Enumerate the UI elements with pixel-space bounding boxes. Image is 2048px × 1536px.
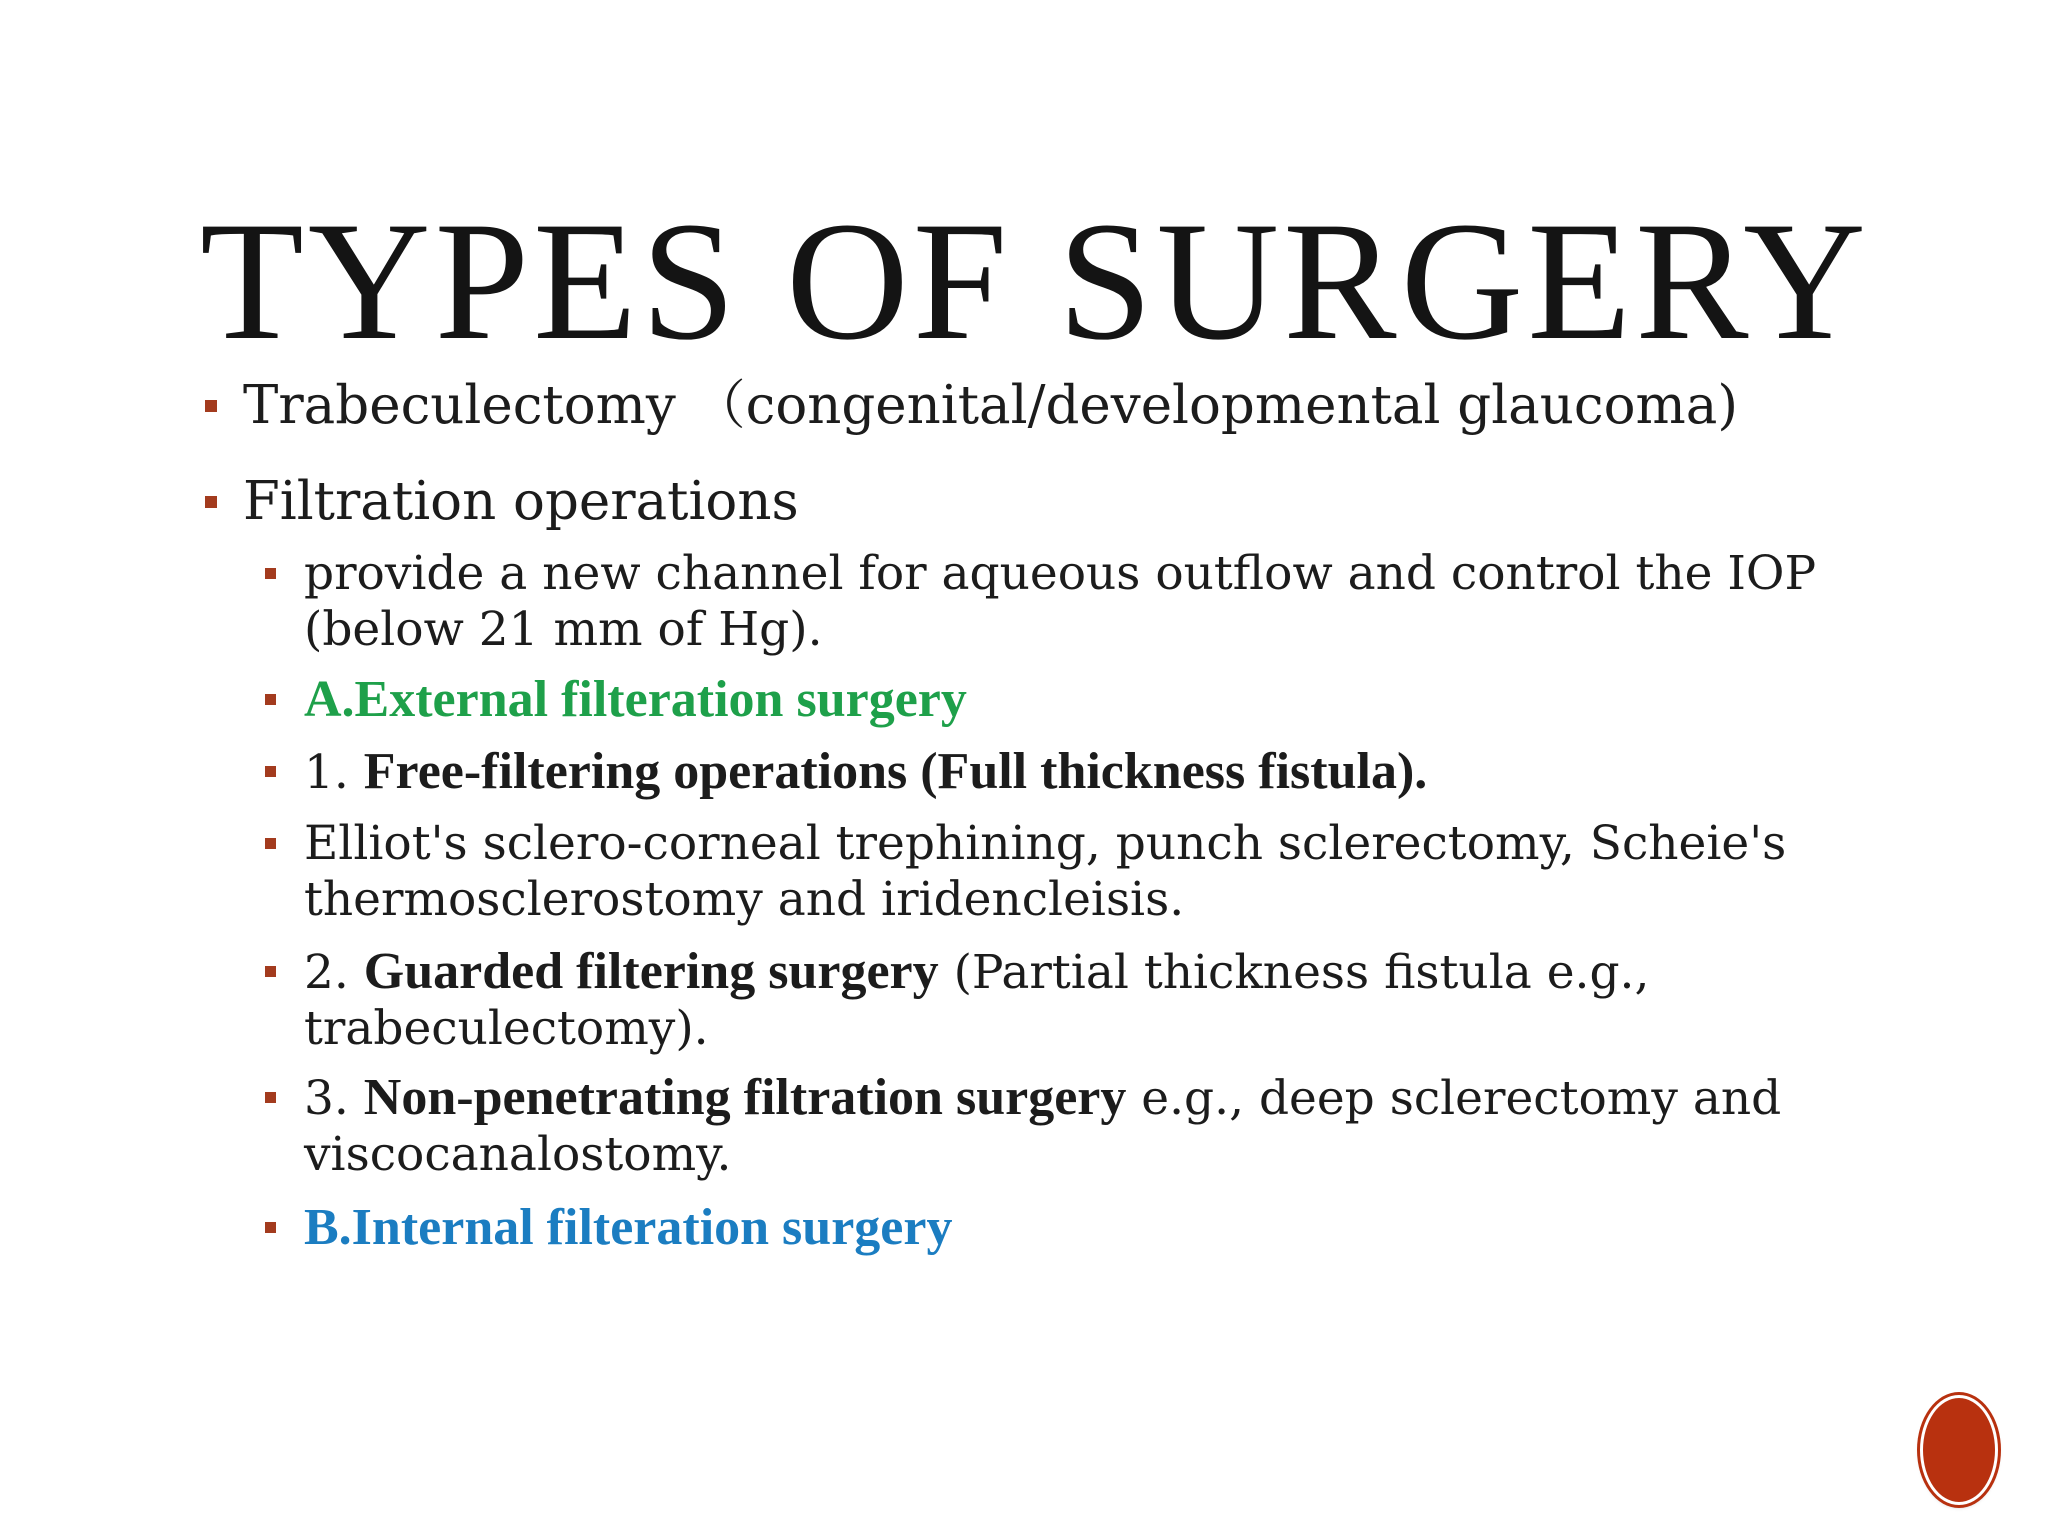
square-bullet-icon (265, 1092, 276, 1103)
square-bullet-icon (265, 694, 276, 705)
item-text-line-1 (304, 1070, 1781, 1127)
circle-nav-icon[interactable] (1920, 1395, 1998, 1505)
item-heading-green: A.External filteration surgery (304, 671, 967, 728)
item-bold-text: Non-penetrating filtration surgery (363, 1069, 1127, 1126)
list-item-guarded-filtering (304, 944, 1649, 1057)
item-suffix: e.g., deep sclerectomy and (1126, 1071, 1782, 1126)
item-bold-text: Guarded filtering surgery (363, 943, 939, 1000)
square-bullet-icon (265, 1222, 276, 1233)
list-item-free-filtering (304, 744, 1427, 801)
item-text-line-2: trabeculectomy). (304, 1001, 709, 1056)
item-text-line-1: provide a new channel for aqueous outflow and control the IOP (304, 546, 1817, 601)
list-item-non-penetrating (304, 1070, 1781, 1183)
square-bullet-icon (205, 400, 217, 412)
list-item-internal-filteration (304, 1200, 952, 1257)
square-bullet-icon (205, 496, 217, 508)
item-text-line-1 (304, 944, 1649, 1001)
list-item-elliots (304, 816, 1786, 928)
item-number: 1. (304, 745, 364, 800)
square-bullet-icon (265, 966, 276, 977)
item-text-line-2: thermosclerostomy and iridencleisis. (304, 872, 1185, 927)
item-suffix: (Partial thickness fistula e.g., (938, 945, 1650, 1000)
slide-title: TYPES OF SURGERY (200, 187, 1870, 375)
list-item-trabeculectomy (243, 376, 1738, 436)
list-item-new-channel (304, 546, 1816, 658)
item-text: Trabeculectomy （congenital/developmental glaucoma) (243, 375, 1739, 436)
square-bullet-icon (265, 838, 276, 849)
item-text: Filtration operations (243, 471, 799, 532)
item-text-line-2: (below 21 mm of Hg). (304, 602, 823, 657)
item-heading-blue: B.Internal filteration surgery (304, 1199, 953, 1256)
square-bullet-icon (265, 568, 276, 579)
item-number: 2. (304, 945, 364, 1000)
item-text-line-2: viscocanalostomy. (304, 1127, 732, 1182)
list-item-filtration-operations (243, 472, 799, 532)
square-bullet-icon (265, 766, 276, 777)
item-text-line-1: Elliot's sclero-corneal trephining, punch sclerectomy, Scheie's (304, 816, 1787, 871)
item-number: 3. (304, 1071, 364, 1126)
item-bold-text: Free-filtering operations (Full thickness fistula). (363, 743, 1428, 800)
list-item-external-filteration (304, 672, 967, 729)
